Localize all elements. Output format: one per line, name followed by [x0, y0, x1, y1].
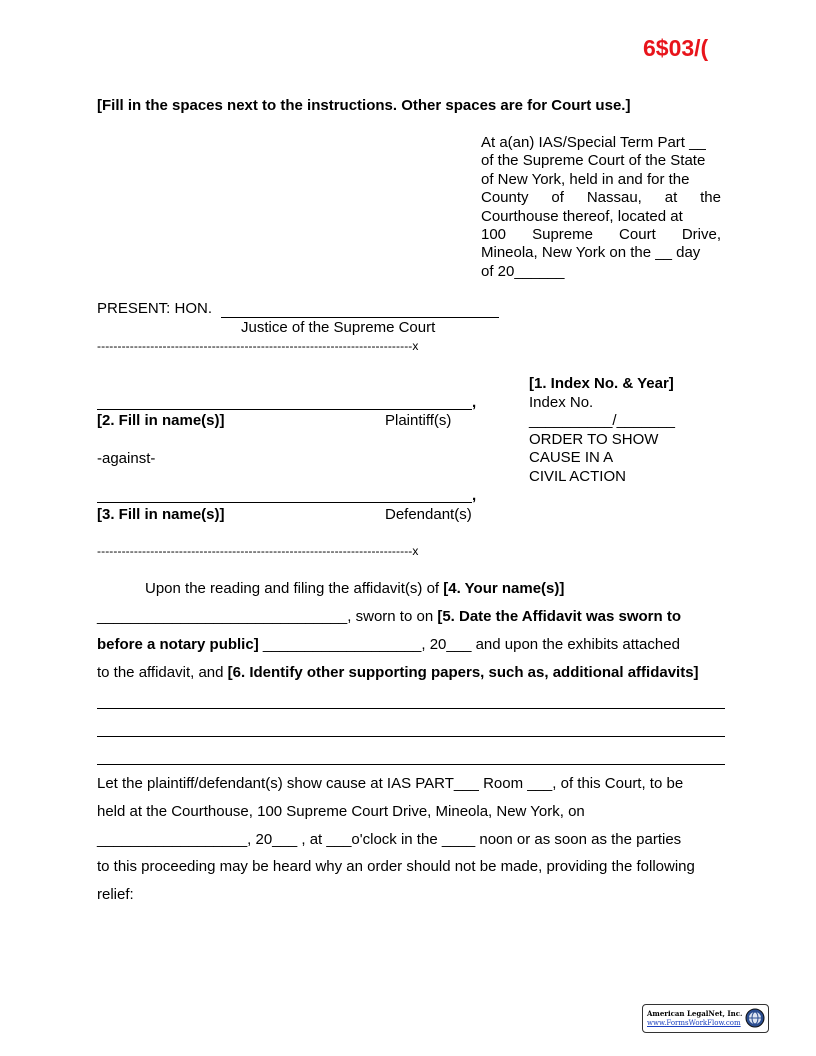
body-text: Upon the reading and filing the affidavit(s) of — [145, 580, 444, 597]
index-label: Index No. — [529, 394, 594, 411]
plaintiff-comma: , — [472, 394, 477, 411]
body-line-1 — [145, 580, 564, 597]
plaintiff-name-line[interactable] — [97, 409, 472, 410]
court-part-line: of the Supreme Court of the State — [481, 152, 706, 170]
form-stamp: 6$03/( — [643, 35, 709, 61]
body-text: , sworn to on — [347, 608, 438, 625]
defendant-label: Defendant(s) — [385, 506, 472, 523]
show-cause-line-4: to this proceeding may be heard why an order should not be made, providing the following — [97, 858, 695, 875]
present-label: PRESENT: HON. — [97, 300, 213, 317]
supporting-papers-line[interactable] — [97, 736, 725, 737]
index-instruction: [1. Index No. & Year] — [529, 375, 674, 392]
caption-separator-bottom: -----------------------------------------------------------------------------x — [97, 544, 419, 558]
plaintiff-label: Plaintiff(s) — [385, 412, 452, 429]
order-title-line: CAUSE IN A — [529, 449, 614, 466]
against-label: -against- — [97, 450, 156, 467]
affiant-name-field[interactable]: ______________________________ — [97, 608, 348, 625]
body-line-2 — [97, 608, 681, 625]
court-part-line: At a(an) IAS/Special Term Part __ — [481, 134, 706, 151]
show-cause-line-5: relief: — [97, 886, 134, 903]
body-line-3 — [97, 636, 680, 653]
court-part-line: 100 Supreme Court Drive, — [481, 226, 721, 244]
court-part-line: of 20______ — [481, 262, 565, 280]
court-part-line: Courthouse thereof, located at — [481, 207, 683, 225]
footer-logo[interactable] — [642, 1004, 769, 1033]
defendant-instruction: [3. Fill in name(s)] — [97, 506, 225, 523]
body-text: to the affidavit, and — [97, 664, 228, 681]
justice-name-line[interactable] — [221, 317, 499, 318]
instruction-supporting-papers: [6. Identify other supporting papers, such as, additional affidavits] — [227, 664, 699, 681]
index-number-field[interactable]: __________/_______ — [529, 412, 675, 429]
globe-icon — [745, 1008, 765, 1028]
defendant-comma: , — [472, 487, 477, 504]
sworn-date-field[interactable]: ___________________, 20___ and upon the exhibits attached — [258, 636, 680, 653]
show-cause-line-1: Let the plaintiff/defendant(s) show cause at IAS PART___ Room ___, of this Court, to be — [97, 775, 684, 792]
logo-url[interactable]: www.FormsWorkFlow.com — [647, 1019, 741, 1027]
defendant-name-line[interactable] — [97, 502, 472, 503]
plaintiff-instruction: [2. Fill in name(s)] — [97, 412, 225, 429]
court-part-line: County of Nassau, at the — [481, 189, 721, 207]
instruction-your-names: [4. Your name(s)] — [443, 580, 565, 597]
order-title-line: CIVIL ACTION — [529, 468, 626, 485]
form-instruction-caption: [Fill in the spaces next to the instructions. Other spaces are for Court use.] — [97, 97, 631, 114]
supporting-papers-line[interactable] — [97, 708, 725, 709]
court-part-block — [481, 134, 721, 281]
logo-company: American LegalNet, Inc. — [647, 1009, 743, 1018]
order-title-line: ORDER TO SHOW — [529, 431, 659, 448]
instruction-affidavit-date-cont: before a notary public] — [97, 636, 259, 653]
caption-separator-top: -----------------------------------------------------------------------------x — [97, 339, 419, 353]
court-part-line: Mineola, New York on the __ day — [481, 244, 701, 262]
supporting-papers-line[interactable] — [97, 764, 725, 765]
justice-label: Justice of the Supreme Court — [241, 319, 436, 336]
show-cause-line-2: held at the Courthouse, 100 Supreme Court Drive, Mineola, New York, on — [97, 803, 585, 820]
hearing-date-line[interactable]: __________________, 20___ , at ___o'clock in the ____ noon or as soon as the parties — [97, 831, 682, 848]
court-part-line: of New York, held in and for the — [481, 170, 690, 188]
body-line-4 — [97, 664, 699, 681]
instruction-affidavit-date: [5. Date the Affidavit was sworn to — [437, 608, 681, 625]
